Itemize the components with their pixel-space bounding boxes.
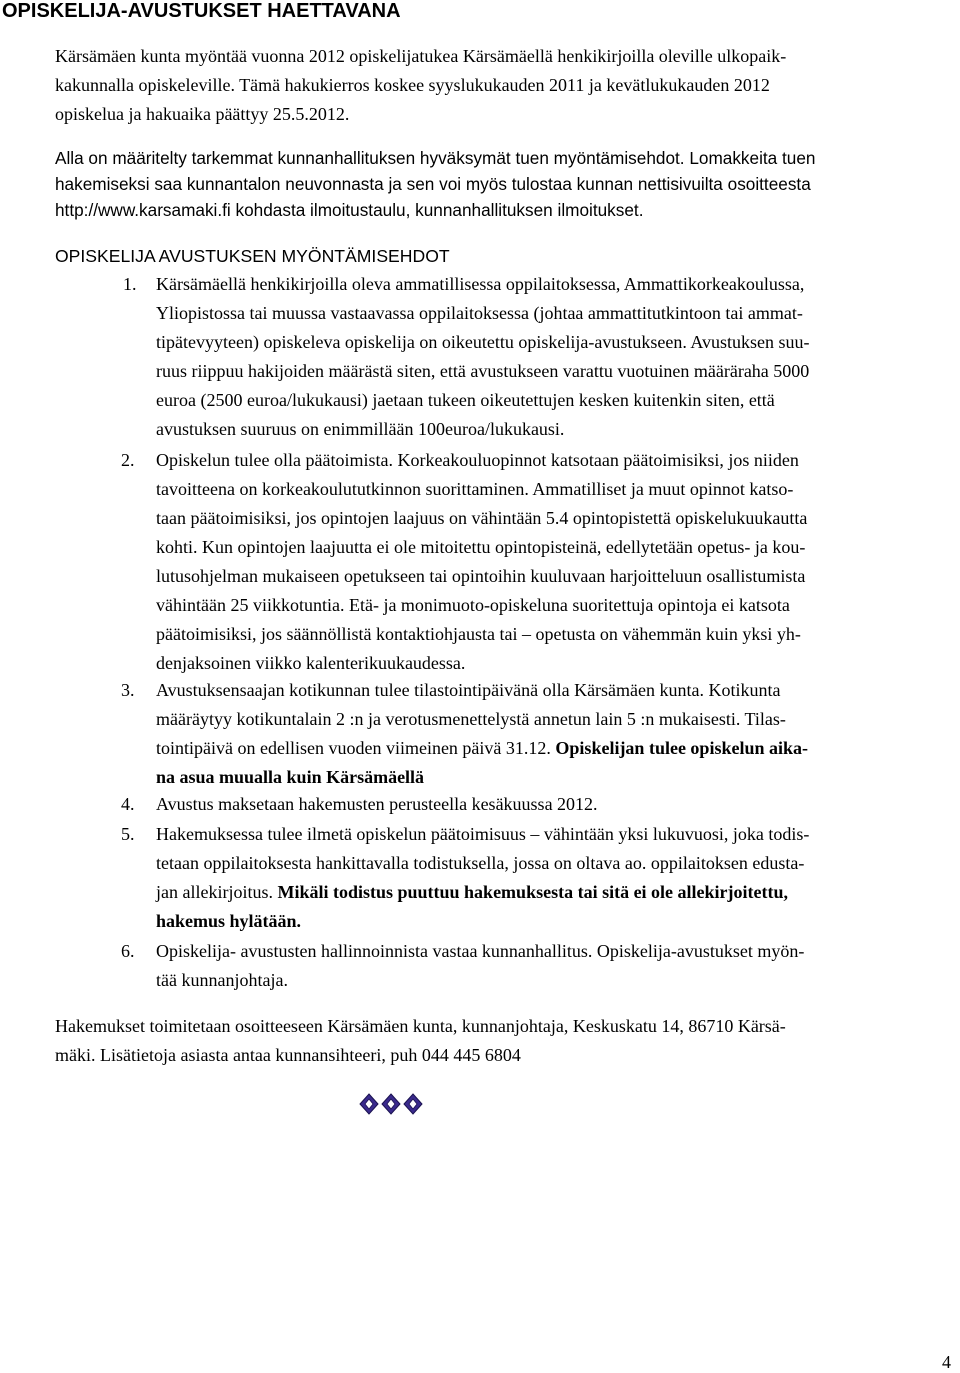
condition-line: Kärsämäellä henkikirjoilla oleva ammatillisessa oppilaitoksessa, Ammattikorkeakoulussa,	[156, 274, 805, 294]
intro-line: kakunnalla opiskeleville. Tämä hakukierros koskee syyslukukauden 2011 ja kevätlukukauden 2012	[55, 75, 770, 95]
condition-line: Opiskelija- avustusten hallinnoinnista vastaa kunnanhallitus. Opiskelija-avustukset myön-	[156, 941, 805, 961]
condition-text	[156, 676, 956, 792]
intro-paragraph	[55, 42, 955, 129]
condition-line: tavoitteena on korkeakoulututkinnon suorittaminen. Ammatilliset ja muut opinnot katso-	[156, 479, 794, 499]
condition-line	[156, 763, 956, 792]
condition-line	[156, 878, 956, 907]
condition-line-text: jan allekirjoitus.	[156, 882, 278, 902]
condition-text	[156, 820, 956, 936]
condition-line: avustuksen suuruus on enimmillään 100euroa/lukukausi.	[156, 419, 565, 439]
diamond-icon	[404, 1094, 422, 1114]
condition-line: denjaksoinen viikko kalenterikuukaudessa.	[156, 653, 466, 673]
condition-number: 4.	[121, 794, 135, 814]
condition-emphasis: Opiskelijan tulee opiskelun aika-	[555, 738, 808, 758]
diamond-icon	[360, 1094, 378, 1114]
condition-text	[156, 446, 956, 678]
condition-line: Avustus maksetaan hakemusten perusteella kesäkuussa 2012.	[156, 794, 598, 814]
condition-line: tipätevyyteen) opiskeleva opiskelija on oikeutettu opiskelija-avustukseen. Avustuksen suu-	[156, 332, 810, 352]
condition-line: ruus riippuu hakijoiden määrästä siten, että avustukseen varattu vuotuinen määräraha 5000	[156, 361, 810, 381]
conditions-heading: OPISKELIJA AVUSTUKSEN MYÖNTÄMISEHDOT	[55, 246, 450, 266]
closing-paragraph	[55, 1012, 955, 1070]
instructions-line: Alla on määritelty tarkemmat kunnanhallituksen hyväksymät tuen myöntämisehdot. Lomakkeita tuen	[55, 148, 816, 168]
instructions-paragraph	[55, 145, 955, 223]
condition-line: euroa (2500 euroa/lukukausi) jaetaan tukeen oikeutettujen kesken kuitenkin siten, että	[156, 390, 775, 410]
condition-text	[156, 790, 956, 819]
intro-line: Kärsämäen kunta myöntää vuonna 2012 opiskelijatukea Kärsämäellä henkikirjoilla oleville ulkopaik-	[55, 46, 787, 66]
condition-number: 6.	[121, 941, 135, 961]
condition-line: Avustuksensaajan kotikunnan tulee tilastointipäivänä olla Kärsämäen kunta. Kotikunta	[156, 680, 781, 700]
condition-line: taan päätoimisiksi, jos opintojen laajuus on vähintään 5.4 opintopistettä opiskelukuukautta	[156, 508, 808, 528]
closing-line: Hakemukset toimitetaan osoitteeseen Kärsämäen kunta, kunnanjohtaja, Keskuskatu 14, 86710 Kärsä-	[55, 1016, 786, 1036]
condition-emphasis: Mikäli todistus puuttuu hakemuksesta tai sitä ei ole allekirjoitettu,	[277, 882, 789, 902]
condition-line: kohti. Kun opintojen laajuutta ei ole mitoitettu opintopisteinä, edellytetään opetus- ja kou-	[156, 537, 806, 557]
condition-line: tetaan oppilaitoksesta hankittavalla todistuksella, jossa on oltava ao. oppilaitoksen edusta-	[156, 853, 805, 873]
condition-line: lutusohjelman mukaiseen opetukseen tai opintoihin kuuluvaan harjoitteluun osallistumista	[156, 566, 806, 586]
condition-line: Hakemuksessa tulee ilmetä opiskelun päätoimisuus – vähintään yksi lukuvuosi, joka todis-	[156, 824, 810, 844]
condition-line: päätoimisiksi, jos säännöllistä kontaktiohjausta tai – opetusta on vähemmän kuin yksi yh-	[156, 624, 801, 644]
condition-line: määräytyy kotikuntalain 2 :n ja verotusmenettelystä annetun lain 5 :n mukaisesti. Tilas-	[156, 709, 786, 729]
condition-emphasis: na asua muualla kuin Kärsämäellä	[156, 767, 425, 787]
condition-line-text: tointipäivä on edellisen vuoden viimeinen päivä 31.12.	[156, 738, 556, 758]
condition-line	[156, 734, 956, 763]
diamond-icon	[382, 1094, 400, 1114]
closing-line: mäki. Lisätietoja asiasta antaa kunnansihteeri, puh 044 445 6804	[55, 1045, 521, 1065]
condition-line: Yliopistossa tai muussa vastaavassa oppilaitoksessa (johtaa ammattitutkintoon tai ammat-	[156, 303, 803, 323]
condition-number: 3.	[121, 680, 135, 700]
page-title: OPISKELIJA-AVUSTUKSET HAETTAVANA	[2, 0, 401, 22]
instructions-line: http://www.karsamaki.fi kohdasta ilmoitustaulu, kunnanhallituksen ilmoitukset.	[55, 200, 644, 220]
instructions-line: hakemiseksi saa kunnantalon neuvonnasta ja sen voi myös tulostaa kunnan nettisivuilta osoitteesta	[55, 174, 811, 194]
condition-line: vähintään 25 viikkotuntia. Etä- ja monimuoto-opiskeluna suoritettuja opintoja ei katsota	[156, 595, 790, 615]
intro-line: opiskelua ja hakuaika päättyy 25.5.2012.	[55, 104, 350, 124]
condition-line: Opiskelun tulee olla päätoimista. Korkeakouluopinnot katsotaan päätoimisiksi, jos niiden	[156, 450, 799, 470]
condition-emphasis: hakemus hylätään.	[156, 911, 302, 931]
condition-number: 1.	[123, 274, 137, 294]
condition-number: 5.	[121, 824, 135, 844]
condition-line	[156, 907, 956, 936]
condition-line: tää kunnanjohtaja.	[156, 970, 288, 990]
diamond-ornament-icon	[358, 1092, 424, 1116]
condition-number: 2.	[121, 450, 135, 470]
page-number: 4	[942, 1352, 951, 1372]
condition-text	[156, 937, 956, 995]
condition-text	[156, 270, 956, 444]
